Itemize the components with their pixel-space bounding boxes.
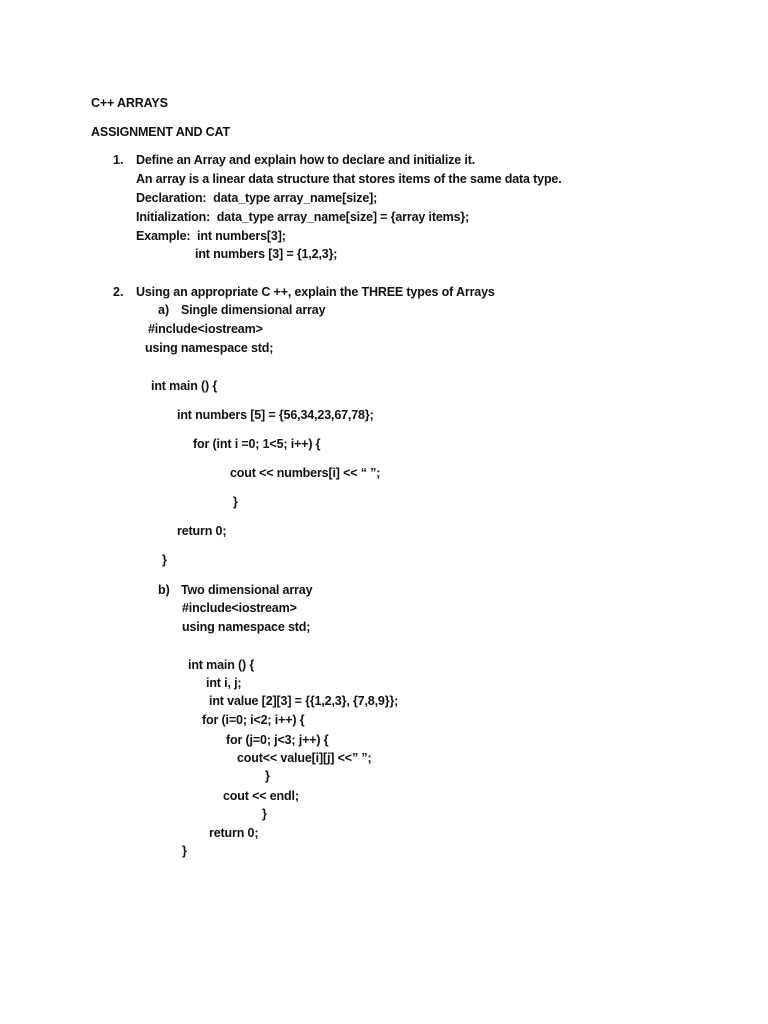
section-a-heading: Single dimensional array (181, 303, 326, 317)
code-line: int numbers [5] = {56,34,23,67,78}; (177, 408, 374, 422)
code-line: #include<iostream> (182, 601, 297, 615)
question-1-text: Define an Array and explain how to declare and initialize it. (136, 153, 476, 167)
code-line: cout << endl; (223, 789, 299, 803)
section-b-label: b) (158, 583, 170, 597)
section-b-heading: Two dimensional array (181, 583, 313, 597)
code-line: return 0; (209, 826, 259, 840)
question-2-text: Using an appropriate C ++, explain the THREE types of Arrays (136, 285, 495, 299)
question-1-number: 1. (113, 153, 124, 167)
array-initialization: Initialization: data_type array_name[size] = {array items}; (136, 210, 470, 224)
code-line: } (233, 495, 238, 509)
code-line: int i, j; (206, 676, 242, 690)
code-line: return 0; (177, 524, 227, 538)
code-line: for (i=0; i<2; i++) { (202, 713, 305, 727)
array-declaration: Declaration: data_type array_name[size]; (136, 191, 378, 205)
code-line: int main () { (188, 658, 255, 672)
code-line: } (262, 807, 267, 821)
section-a-label: a) (158, 303, 170, 317)
code-line: using namespace std; (182, 620, 311, 634)
code-line: cout << numbers[i] << “ ”; (230, 466, 381, 480)
document-subtitle: ASSIGNMENT AND CAT (91, 125, 230, 139)
code-line: cout<< value[i][j] <<” ”; (237, 751, 372, 765)
array-definition: An array is a linear data structure that stores items of the same data type. (136, 172, 562, 186)
code-line: } (265, 769, 270, 783)
code-line: #include<iostream> (148, 322, 263, 336)
code-line: int value [2][3] = {{1,2,3}, {7,8,9}}; (209, 694, 399, 708)
code-line: using namespace std; (145, 341, 274, 355)
document-title: C++ ARRAYS (91, 96, 168, 110)
array-example-line-1: Example: int numbers[3]; (136, 229, 286, 243)
array-example-line-2: int numbers [3] = {1,2,3}; (195, 247, 338, 261)
code-line: int main () { (151, 379, 218, 393)
code-line: } (162, 553, 167, 567)
code-line: } (182, 844, 187, 858)
question-2-number: 2. (113, 285, 124, 299)
code-line: for (int i =0; 1<5; i++) { (193, 437, 321, 451)
code-line: for (j=0; j<3; j++) { (226, 733, 329, 747)
